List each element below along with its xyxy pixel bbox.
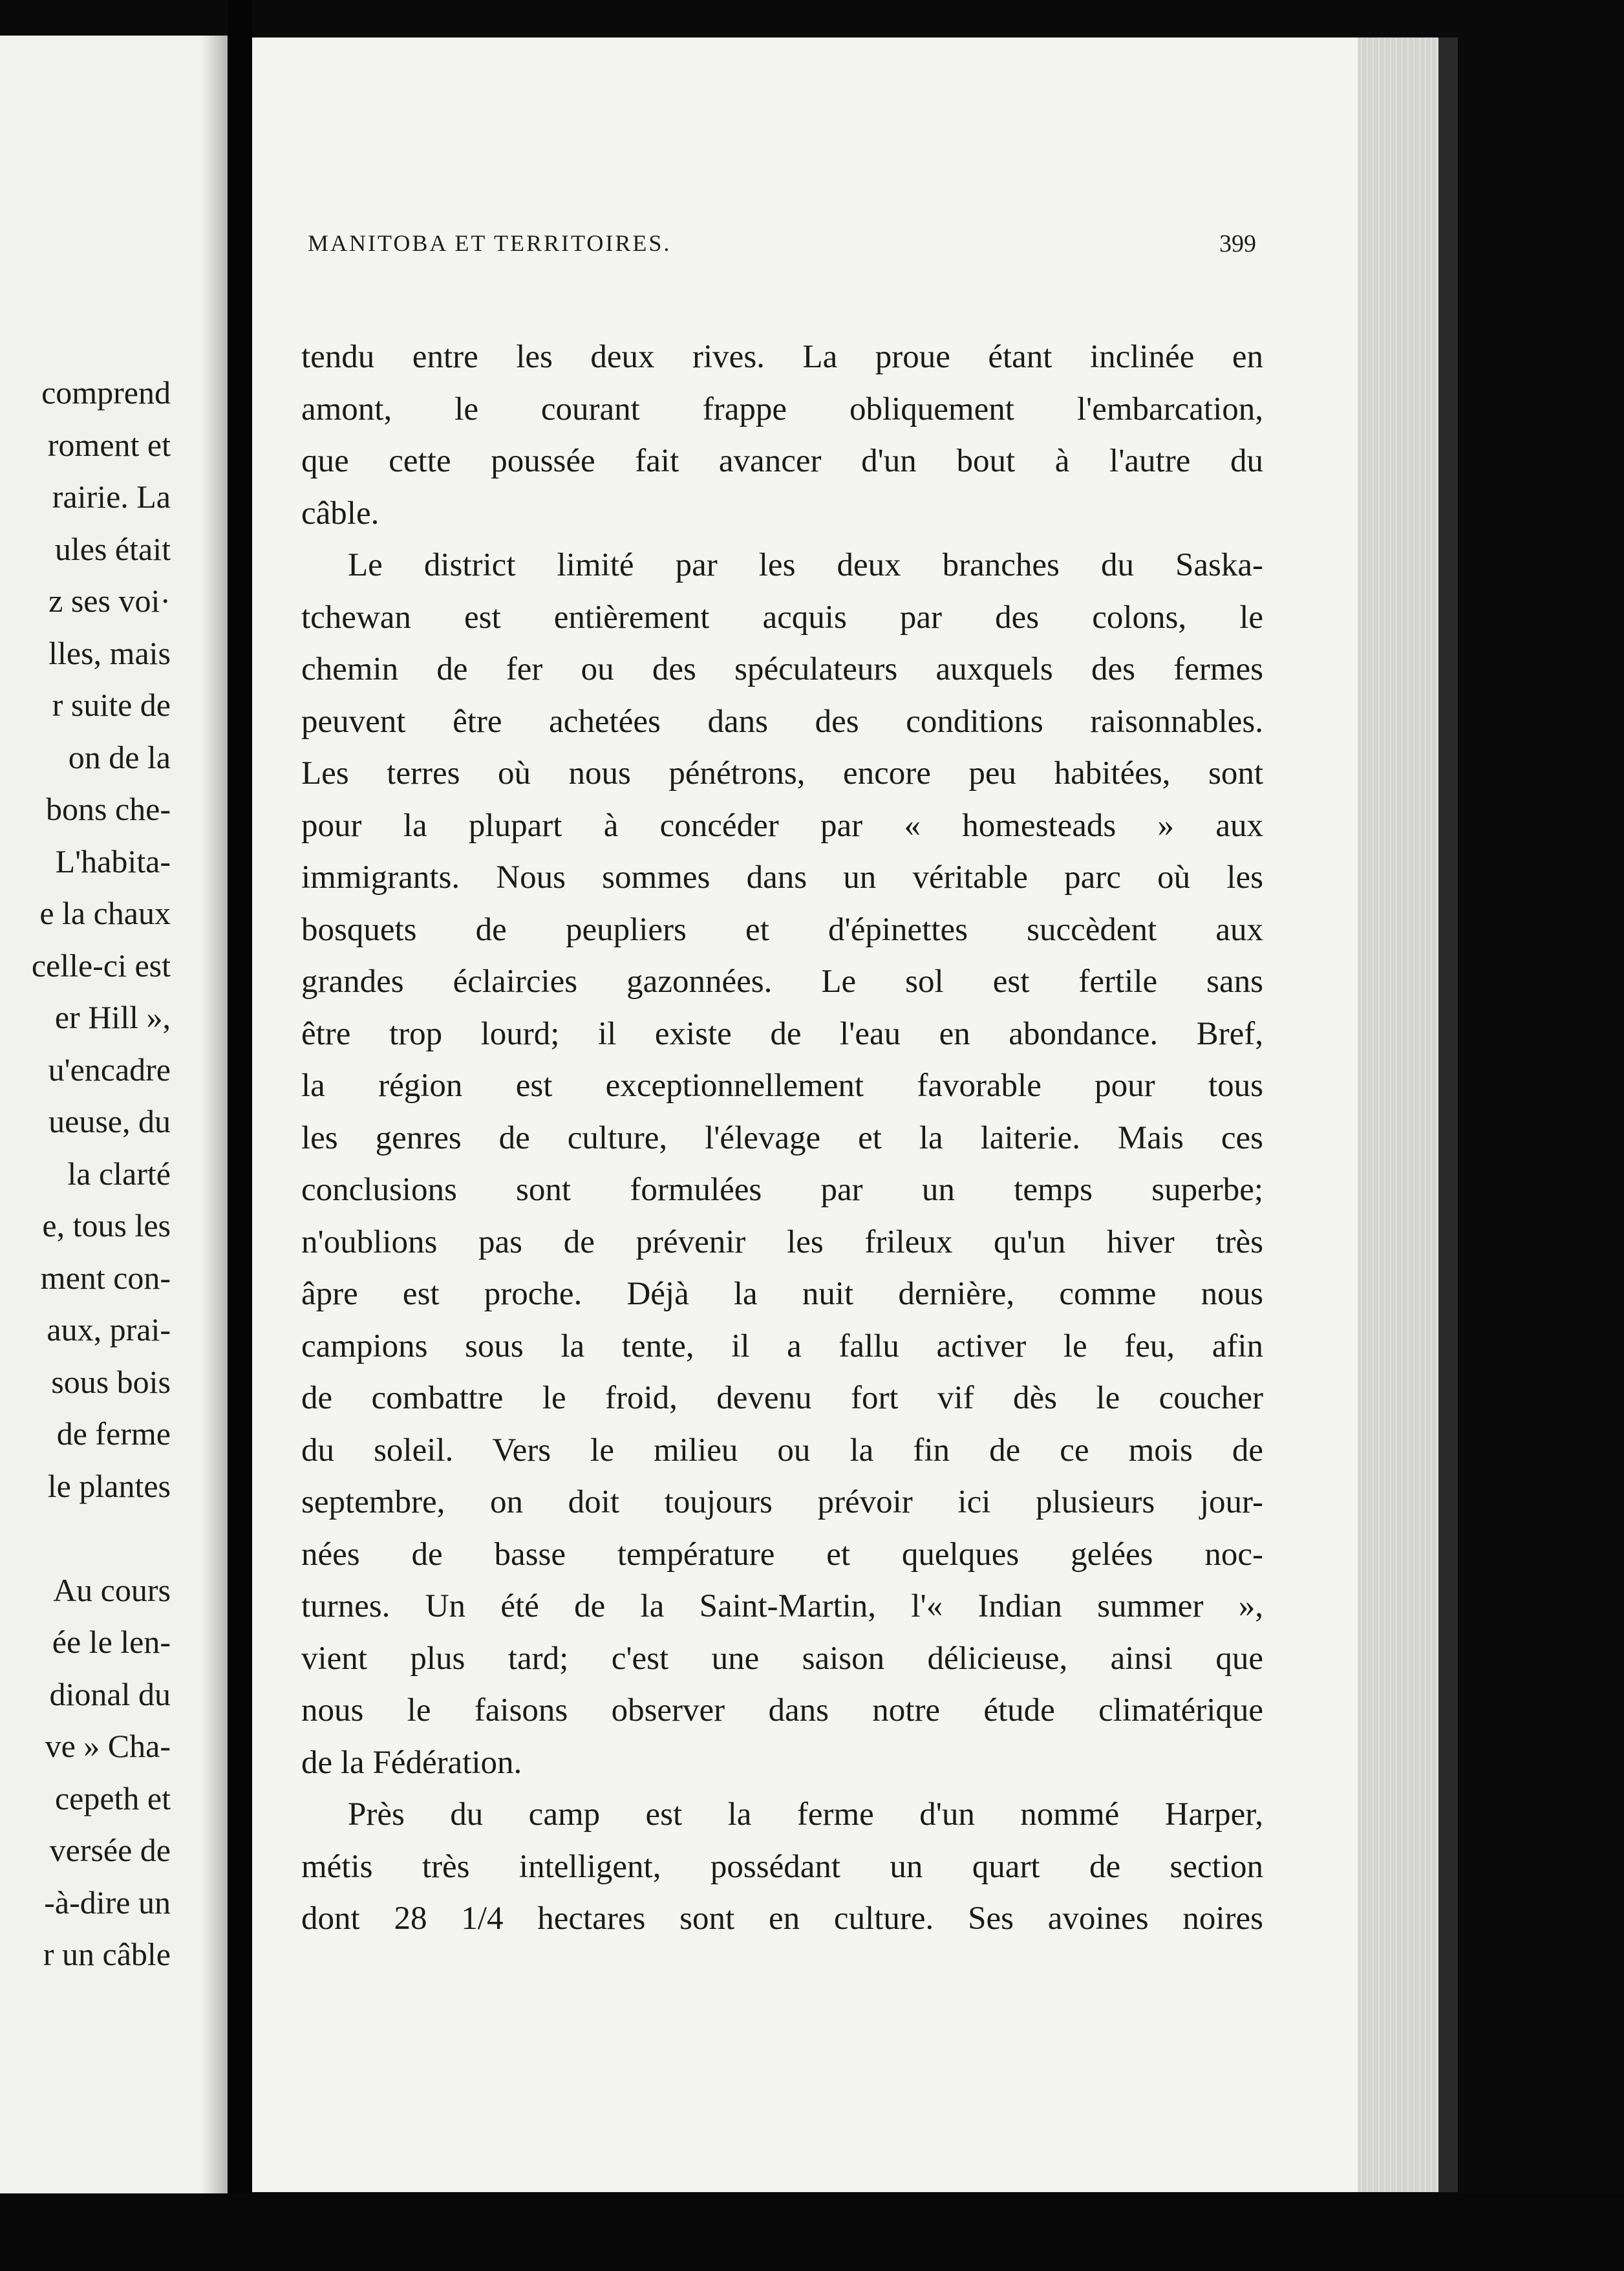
page-edges xyxy=(1358,38,1458,2192)
page-number: 399 xyxy=(1219,230,1256,257)
left-page-line: u'encadre xyxy=(48,1051,171,1088)
left-page-line: cepeth et xyxy=(54,1780,171,1816)
left-page-line: le plantes xyxy=(47,1467,171,1504)
left-page-line: rairie. La xyxy=(52,479,171,515)
text-line: de combattre le froid, devenu fort vif dès le coucher xyxy=(301,1380,1263,1416)
text-line: pour la plupart à concéder par « homesteads » aux xyxy=(301,807,1263,844)
text-line: nées de basse température et quelques gelées noc- xyxy=(301,1536,1263,1573)
left-page-line: de ferme xyxy=(56,1415,171,1452)
left-page-line: -à-dire un xyxy=(44,1884,171,1921)
text-line: turnes. Un été de la Saint-Martin, l'« Indian summer », xyxy=(301,1588,1263,1624)
text-line: du soleil. Vers le milieu ou la fin de ce mois de xyxy=(301,1432,1263,1469)
left-page-line: r un câble xyxy=(43,1936,171,1972)
left-page-line: comprend xyxy=(41,374,171,411)
text-line: vient plus tard; c'est une saison délicieuse, ainsi que xyxy=(301,1640,1263,1677)
text-line: nous le faisons observer dans notre étude climatérique xyxy=(301,1692,1263,1728)
text-line: de la Fédération. xyxy=(301,1744,522,1781)
left-page-line: e, tous les xyxy=(42,1207,171,1243)
text-line: conclusions sont formulées par un temps superbe; xyxy=(301,1172,1263,1208)
left-page-line: L'habita- xyxy=(55,843,171,879)
gutter-shadow xyxy=(202,36,228,2195)
left-page-line: Au cours xyxy=(53,1571,171,1608)
left-page-line: ment con- xyxy=(40,1259,171,1296)
text-line: câble. xyxy=(301,495,379,532)
text-line: immigrants. Nous sommes dans un véritable parc où les xyxy=(301,859,1263,896)
left-page-line: ée le len- xyxy=(52,1624,171,1660)
left-page-line: r suite de xyxy=(52,687,171,723)
text-line: être trop lourd; il existe de l'eau en abondance. Bref, xyxy=(301,1015,1263,1052)
text-line: âpre est proche. Déjà la nuit dernière, comme nous xyxy=(301,1276,1263,1312)
left-page-line: versée de xyxy=(49,1832,171,1868)
left-page-line: ules était xyxy=(54,530,171,567)
text-line: dont 28 1/4 hectares sont en culture. Ses avoines noires xyxy=(301,1900,1263,1937)
text-line: les genres de culture, l'élevage et la laiterie. Mais ces xyxy=(301,1119,1263,1156)
left-page-line: er Hill », xyxy=(54,999,171,1035)
body-text xyxy=(301,331,1263,1945)
text-line: tendu entre les deux rives. La proue étant inclinée en xyxy=(301,339,1263,375)
text-line: Près du camp est la ferme d'un nommé Harper, xyxy=(348,1796,1263,1833)
left-page-line: ueuse, du xyxy=(48,1103,171,1139)
running-title: MANITOBA ET TERRITOIRES. xyxy=(308,230,672,256)
text-line: que cette poussée fait avancer d'un bout à l'autre du xyxy=(301,443,1263,479)
text-line: grandes éclaircies gazonnées. Le sol est fertile sans xyxy=(301,963,1263,1000)
left-page-line: sous bois xyxy=(51,1363,171,1400)
book-spine xyxy=(228,0,252,2271)
text-line: n'oublions pas de prévenir les frileux qu'un hiver très xyxy=(301,1223,1263,1260)
left-page-line: roment et xyxy=(47,426,171,463)
text-line: chemin de fer ou des spéculateurs auxquels des fermes xyxy=(301,651,1263,687)
left-page-line: la clarté xyxy=(67,1155,171,1192)
left-page-line: dional du xyxy=(49,1675,171,1712)
left-page-line: on de la xyxy=(68,738,171,775)
left-page-line: e la chaux xyxy=(39,895,171,931)
text-line: tchewan est entièrement acquis par des colons, le xyxy=(301,599,1263,636)
left-page-text-fragments xyxy=(0,367,171,1981)
left-page-line: ve » Cha- xyxy=(45,1728,171,1764)
text-line: Le district limité par les deux branches du Saska- xyxy=(348,547,1263,583)
left-page-line: z ses voi· xyxy=(48,583,171,619)
left-page-line: bons che- xyxy=(46,791,171,827)
text-line: peuvent être achetées dans des conditions raisonnables. xyxy=(301,703,1263,740)
text-line: septembre, on doit toujours prévoir ici plusieurs jour- xyxy=(301,1484,1263,1520)
scan-border xyxy=(0,2193,1624,2271)
text-line: campions sous la tente, il a fallu activer le feu, afin xyxy=(301,1328,1263,1364)
text-line: bosquets de peupliers et d'épinettes succèdent aux xyxy=(301,911,1263,948)
text-line: la région est exceptionnellement favorable pour tous xyxy=(301,1068,1263,1104)
text-line: métis très intelligent, possédant un quart de section xyxy=(301,1848,1263,1885)
text-line: amont, le courant frappe obliquement l'embarcation, xyxy=(301,391,1263,427)
left-page-line: aux, prai- xyxy=(47,1311,171,1348)
left-page-line: celle-ci est xyxy=(31,947,171,984)
left-facing-page xyxy=(0,36,228,2195)
text-line: Les terres où nous pénétrons, encore peu habitées, sont xyxy=(301,755,1263,791)
left-page-line xyxy=(0,1512,171,1564)
left-page-line: lles, mais xyxy=(48,634,171,671)
